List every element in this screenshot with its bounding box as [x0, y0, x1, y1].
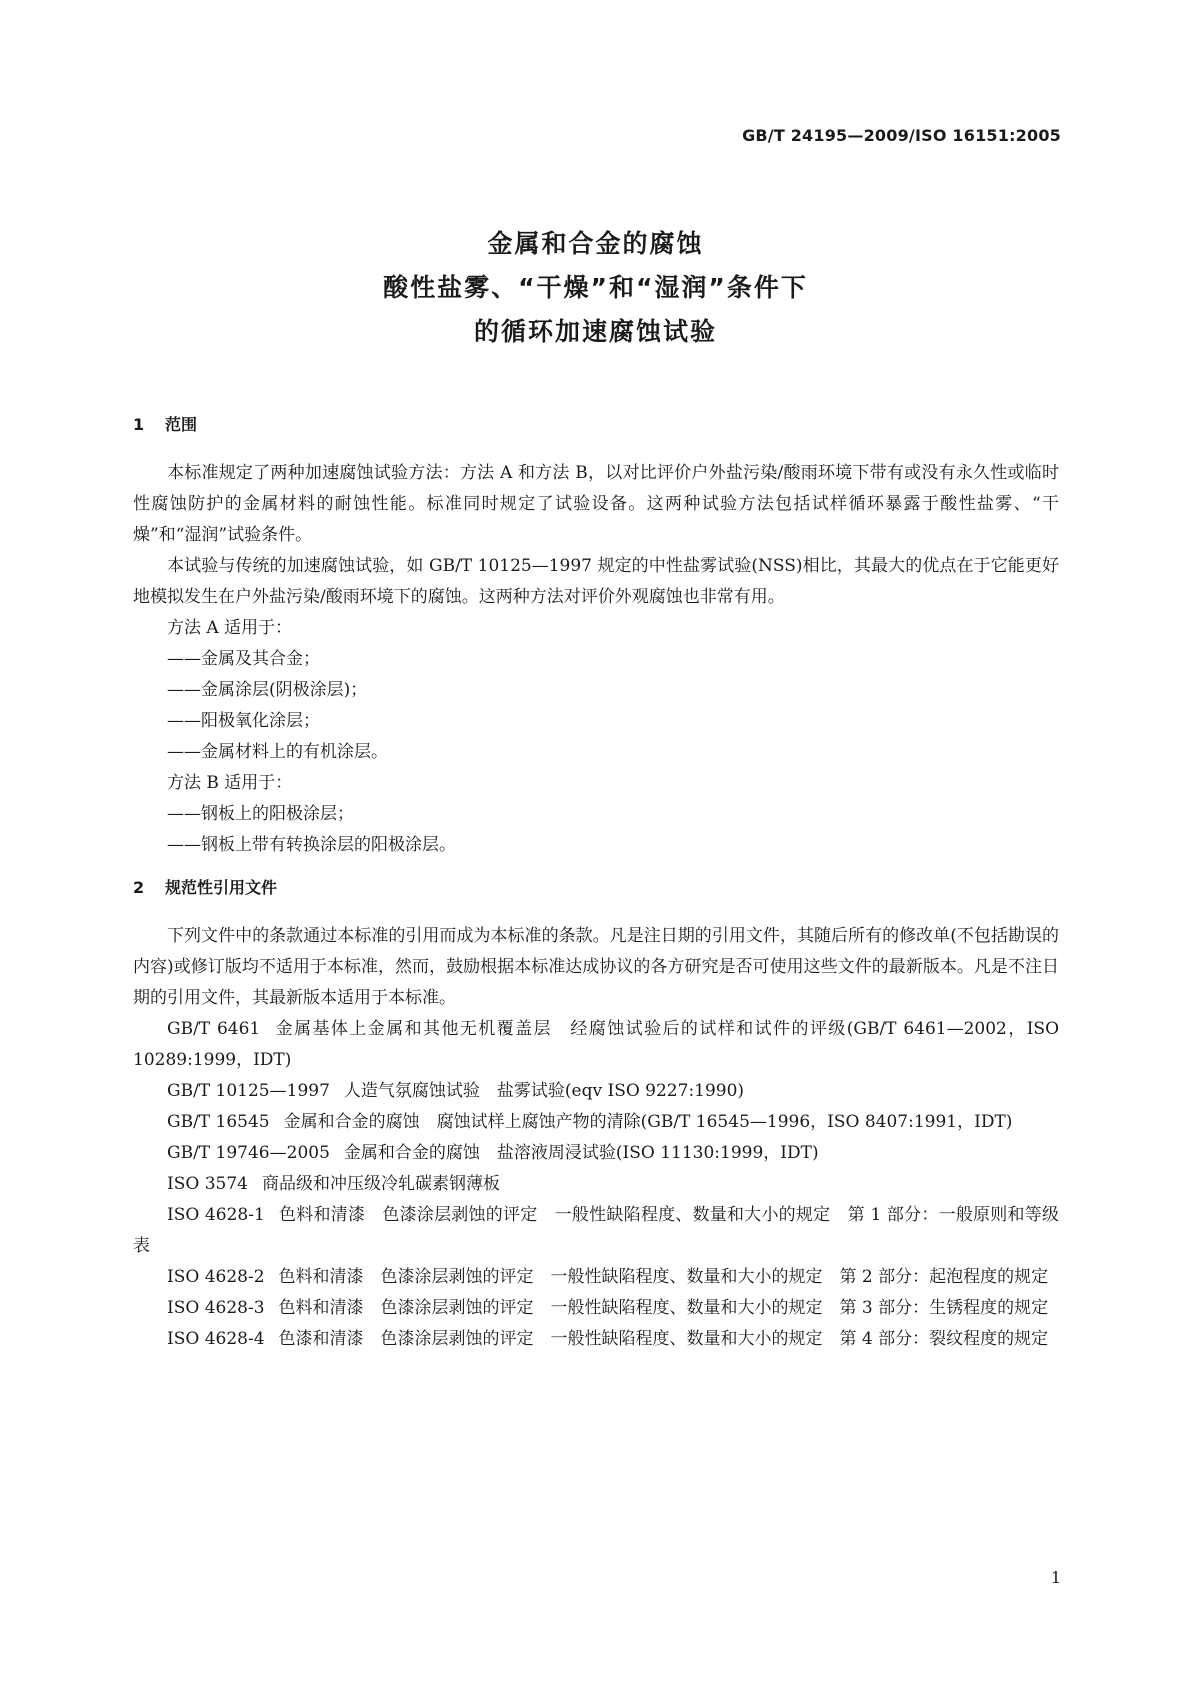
reference-code: GB/T 6461	[167, 1019, 261, 1039]
list-item: ——金属及其合金；	[167, 649, 320, 669]
references-intro: 下列文件中的条款通过本标准的引用而成为本标准的条款。凡是注日期的引用文件，其随后所有的修改单(不包括勘误的内容)或修订版均不适用于本标准，然而，鼓励根据本标准达成协议的各方研究是否可使用这些文件的最新版本。凡是不注日期的引用文件，其最新版本适用于本标准。	[133, 926, 1059, 1008]
main-content	[133, 410, 1059, 1355]
scope-paragraph-2: 本试验与传统的加速腐蚀试验，如 GB/T 10125—1997 规定的中性盐雾试验(NSS)相比，其最大的优点在于它能更好地模拟发生在户外盐污染/酸雨环境下的腐蚀。这两种方法对评价外观腐蚀也非常有用。	[133, 556, 1059, 607]
method-a-intro: 方法 A 适用于：	[167, 618, 293, 638]
reference-code: ISO 3574	[167, 1174, 248, 1194]
title-line-2: 酸性盐雾、“干燥”和“湿润”条件下	[383, 273, 808, 302]
title-line-3: 的循环加速腐蚀试验	[473, 317, 717, 346]
list-item: ——金属材料上的有机涂层。	[167, 742, 388, 762]
reference-code: GB/T 10125—1997	[167, 1081, 330, 1101]
reference-code: GB/T 19746—2005	[167, 1143, 330, 1163]
section-2-heading	[133, 873, 1059, 903]
standard-code: GB/T 24195—2009/ISO 16151:2005	[742, 126, 1061, 145]
method-b-intro: 方法 B 适用于：	[167, 773, 293, 793]
reference-text: 色料和清漆 色漆涂层剥蚀的评定 一般性缺陷程度、数量和大小的规定 第 2 部分：起泡程度的规定	[278, 1267, 1049, 1287]
reference-text: 色料和清漆 色漆涂层剥蚀的评定 一般性缺陷程度、数量和大小的规定 第 1 部分：一般原则和等级表	[133, 1205, 1060, 1256]
reference-item	[133, 1107, 1059, 1138]
reference-text: 人造气氛腐蚀试验 盐雾试验(eqv ISO 9227:1990)	[343, 1081, 745, 1101]
reference-item	[133, 1076, 1059, 1107]
reference-code: ISO 4628-3	[167, 1298, 265, 1318]
scope-paragraph-1: 本标准规定了两种加速腐蚀试验方法：方法 A 和方法 B，以对比评价户外盐污染/酸雨环境下带有或没有永久性或临时性腐蚀防护的金属材料的耐蚀性能。标准同时规定了试验设备。这两种试验方法包括试样循环暴露于酸性盐雾、“干燥”和“湿润”试验条件。	[133, 463, 1059, 545]
section-title: 范围	[165, 415, 198, 434]
list-item: ——钢板上的阳极涂层；	[167, 804, 354, 824]
section-number: 2	[133, 878, 145, 897]
reference-text: 金属和合金的腐蚀 腐蚀试样上腐蚀产物的清除(GB/T 16545—1996，ISO 8407:1991，IDT)	[283, 1112, 1013, 1132]
reference-item	[133, 1324, 1059, 1355]
section-title: 规范性引用文件	[165, 878, 278, 897]
section-number: 1	[133, 415, 145, 434]
reference-item	[133, 1200, 1059, 1262]
reference-text: 色料和清漆 色漆涂层剥蚀的评定 一般性缺陷程度、数量和大小的规定 第 3 部分：生锈程度的规定	[278, 1298, 1049, 1318]
reference-text: 金属和合金的腐蚀 盐溶液周浸试验(ISO 11130:1999，IDT)	[343, 1143, 819, 1163]
list-item: ——钢板上带有转换涂层的阳极涂层。	[167, 835, 456, 855]
reference-item	[133, 1262, 1059, 1293]
list-item: ——金属涂层(阴极涂层)；	[167, 680, 368, 700]
document-title	[0, 222, 1191, 354]
reference-text: 色漆和清漆 色漆涂层剥蚀的评定 一般性缺陷程度、数量和大小的规定 第 4 部分：裂纹程度的规定	[278, 1329, 1049, 1349]
reference-text: 商品级和冲压级冷轧碳素钢薄板	[261, 1174, 500, 1194]
reference-text: 金属基体上金属和其他无机覆盖层 经腐蚀试验后的试样和试件的评级(GB/T 6461—2002，ISO 10289:1999，IDT)	[133, 1019, 1059, 1070]
section-1-heading	[133, 410, 1059, 440]
reference-code: GB/T 16545	[167, 1112, 270, 1132]
reference-code: ISO 4628-4	[167, 1329, 265, 1349]
title-line-1: 金属和合金的腐蚀	[487, 229, 704, 258]
reference-item	[133, 1293, 1059, 1324]
page-number: 1	[1050, 1568, 1061, 1587]
reference-code: ISO 4628-2	[167, 1267, 265, 1287]
list-item: ——阳极氧化涂层；	[167, 711, 320, 731]
reference-code: ISO 4628-1	[167, 1205, 265, 1225]
reference-item	[133, 1138, 1059, 1169]
reference-item	[133, 1014, 1059, 1076]
reference-item	[133, 1169, 1059, 1200]
